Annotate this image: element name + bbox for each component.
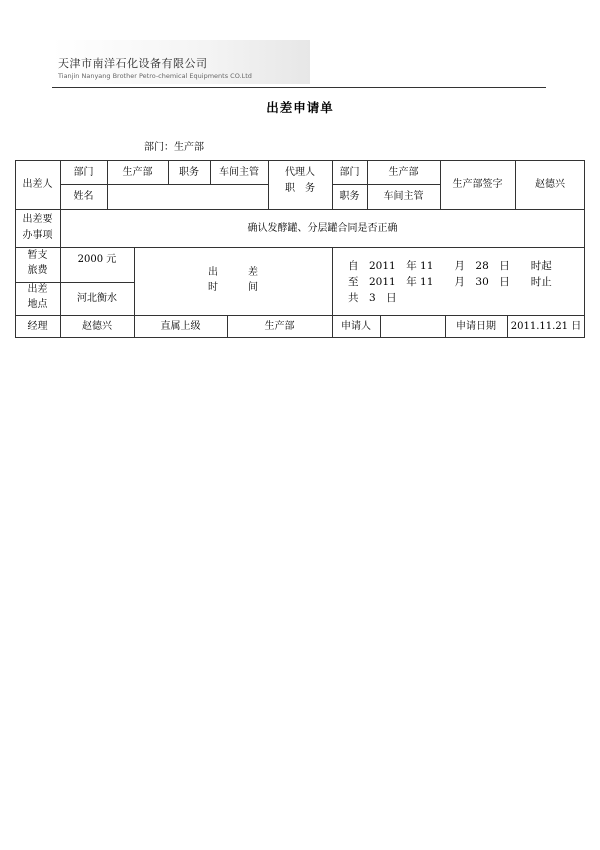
agent-label-1: 代理人: [285, 167, 315, 178]
header-rule: [52, 87, 546, 88]
sign-value: 赵德兴: [535, 179, 565, 190]
name-label: 姓名: [73, 191, 94, 202]
to-date-line: 至 2011 年 11 月 30 日 时止: [348, 276, 552, 288]
expense-value: 2000 元: [77, 253, 117, 265]
agent-position-value: 车间主管: [383, 191, 424, 202]
company-name-en: Tianjin Nanyang Brother Petro-chemical Equipments CO.Ltd: [58, 72, 252, 80]
page-title: 出差申请单: [266, 100, 334, 115]
matters-value: 确认发酵罐、分层罐合同是否正确: [247, 222, 398, 234]
from-date-line: 自 2011 年 11 月 28 日 时起: [348, 260, 552, 272]
applicant-label: 申请人: [341, 321, 371, 332]
agent-dept-label: 部门: [339, 166, 360, 178]
manager-value: 赵德兴: [82, 321, 112, 332]
manager-label: 经理: [27, 321, 48, 332]
name-value: [107, 184, 268, 209]
location-label-2: 地点: [27, 299, 48, 310]
company-name-cn: 天津市南洋石化设备有限公司: [58, 57, 208, 70]
superior-value: 生产部: [264, 321, 295, 332]
department-line: 部门：生产部: [144, 142, 204, 153]
travel-request-table: [15, 160, 585, 338]
agent-dept-value: 生产部: [388, 166, 419, 178]
agent-position-label: 职务: [339, 191, 360, 202]
travel-time-label-1: 出 差: [208, 267, 258, 278]
location-label-1: 出差: [27, 284, 48, 295]
traveler-label: 出差人: [22, 179, 53, 190]
agent-label-2: 职 务: [285, 183, 315, 194]
matters-label-2: 办事项: [22, 230, 53, 241]
matters-label-1: 出差要: [22, 214, 53, 225]
travel-time-label-2: 时 间: [208, 282, 258, 293]
dept-value: 生产部: [122, 166, 153, 178]
position-value: 车间主管: [219, 166, 259, 178]
apply-date-value: 2011.11.21 日: [510, 321, 582, 332]
superior-label: 直属上级: [160, 321, 201, 332]
expense-label-2: 旅费: [27, 265, 48, 276]
sign-label: 生产部签字: [452, 179, 503, 190]
apply-date-label: 申请日期: [456, 321, 496, 332]
dept-label: 部门: [73, 166, 94, 178]
applicant-value: [380, 315, 445, 338]
position-label: 职务: [179, 166, 199, 178]
expense-label-1: 暂支: [27, 250, 48, 261]
location-value: 河北衡水: [77, 293, 117, 304]
total-days-line: 共 3 日: [348, 292, 397, 304]
